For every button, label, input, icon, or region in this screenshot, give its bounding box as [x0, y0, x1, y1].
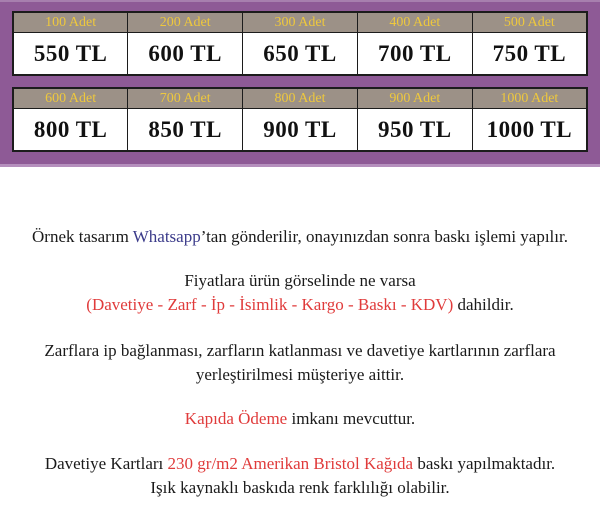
cash-on-delivery-note	[4, 407, 596, 431]
quantity-header: 100 Adet	[13, 12, 128, 33]
quantity-header: 900 Adet	[357, 88, 472, 109]
price-cell: 750 TL	[472, 33, 587, 76]
included-items-list: (Davetiye - Zarf - İp - İsimlik - Kargo - Baskı - KDV)	[86, 295, 454, 314]
quantity-header: 400 Adet	[357, 12, 472, 33]
design-approval-post: ’tan gönderilir, onayınızdan sonra baskı işlemi yapılır.	[200, 227, 568, 246]
price-cell: 950 TL	[357, 109, 472, 152]
quantity-header: 300 Adet	[243, 12, 358, 33]
price-includes-note	[4, 269, 596, 317]
design-approval-note	[4, 225, 596, 249]
quantity-header-row	[13, 88, 587, 109]
design-approval-pre: Örnek tasarım	[32, 227, 133, 246]
color-variation-note: Işık kaynaklı baskıda renk farklılığı olabilir.	[150, 478, 450, 497]
quantity-header-row	[13, 12, 587, 33]
quantity-header: 1000 Adet	[472, 88, 587, 109]
cash-on-delivery-post: imkanı mevcuttur.	[287, 409, 416, 428]
paper-spec-note	[4, 452, 596, 500]
price-table-2	[12, 87, 588, 152]
paper-spec-pre: Davetiye Kartları	[44, 454, 168, 473]
customer-assembly-note: Zarflara ip bağlanması, zarfların katlanması ve davetiye kartlarının zarflara yerleştirilmesi müşteriye aittir.	[44, 341, 556, 384]
price-cell: 550 TL	[13, 33, 128, 76]
price-banner	[0, 0, 600, 167]
quantity-header: 800 Adet	[243, 88, 358, 109]
price-includes-line1: Fiyatlara ürün görselinde ne varsa	[184, 271, 416, 290]
quantity-header: 200 Adet	[128, 12, 243, 33]
price-includes-post: dahildir.	[453, 295, 514, 314]
price-table-1	[12, 11, 588, 76]
price-cell: 900 TL	[243, 109, 358, 152]
quantity-header: 600 Adet	[13, 88, 128, 109]
price-cell: 650 TL	[243, 33, 358, 76]
price-cell: 1000 TL	[472, 109, 587, 152]
price-cell: 600 TL	[128, 33, 243, 76]
price-cell: 800 TL	[13, 109, 128, 152]
price-cell: 850 TL	[128, 109, 243, 152]
paper-spec-post: baskı yapılmaktadır.	[413, 454, 556, 473]
quantity-header: 500 Adet	[472, 12, 587, 33]
paper-spec-highlight: 230 gr/m2 Amerikan Bristol Kağıda	[167, 454, 414, 473]
cash-on-delivery-label: Kapıda Ödeme	[184, 409, 288, 428]
quantity-header: 700 Adet	[128, 88, 243, 109]
whatsapp-label: Whatsapp	[132, 227, 201, 246]
terms-text-block	[0, 225, 600, 500]
price-cell: 700 TL	[357, 33, 472, 76]
price-row	[13, 109, 587, 152]
price-row	[13, 33, 587, 76]
